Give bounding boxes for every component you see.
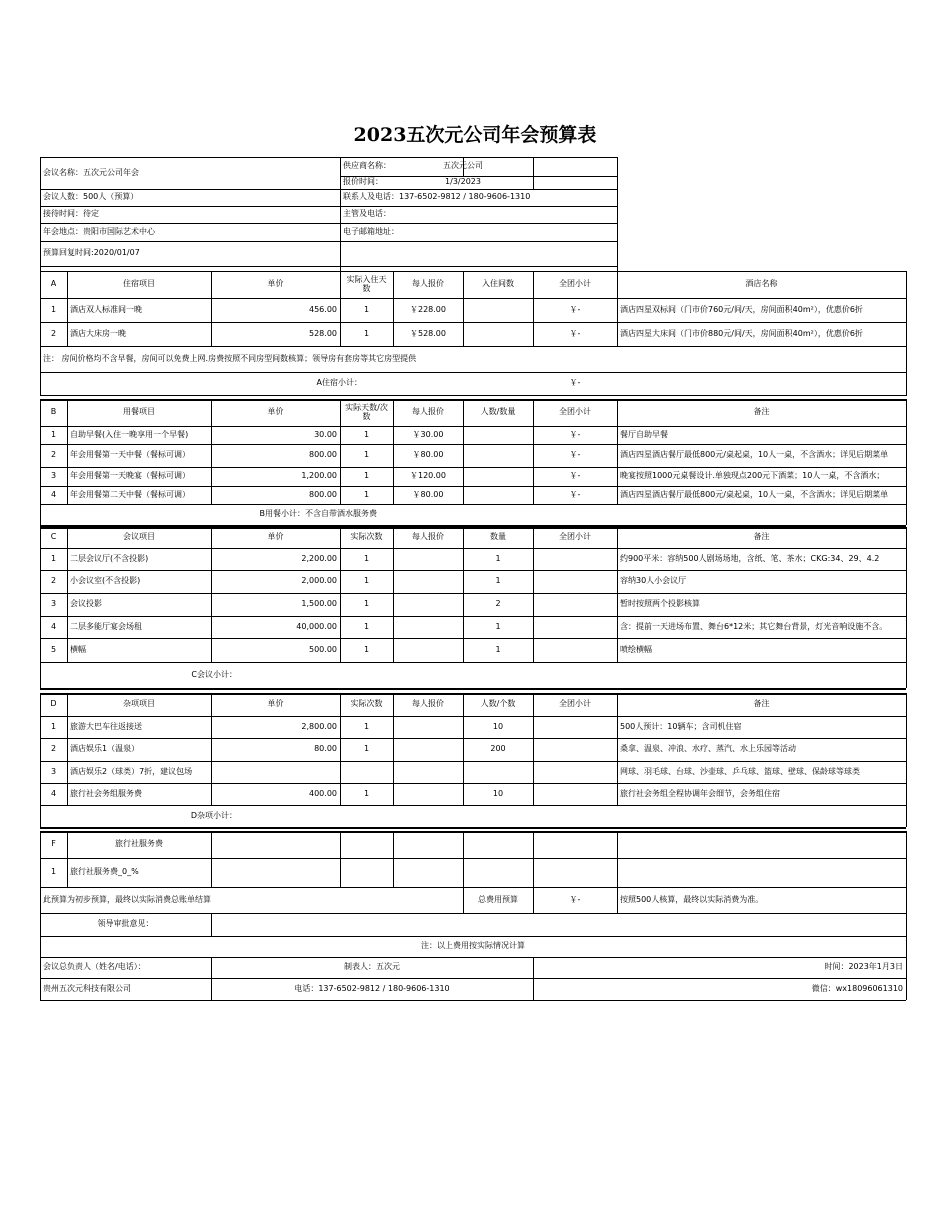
group-subtotal	[533, 616, 617, 638]
lodging-subtotal-label: A住宿小计：	[316, 378, 362, 388]
grid-line	[393, 399, 394, 504]
total-budget-label: 总费用预算	[478, 894, 518, 904]
grid-line	[340, 527, 341, 662]
row-number: 4	[50, 788, 57, 798]
column-header: 单价	[267, 407, 284, 417]
group-subtotal: ￥-	[569, 429, 581, 439]
grid-line	[40, 827, 906, 829]
grid-line	[463, 693, 464, 805]
row-number: 3	[50, 471, 57, 481]
contact-phone: 联系人及电话：137-6502-9812 / 180-9606-1310	[343, 192, 531, 202]
quantity	[463, 426, 533, 444]
item-name: 酒店娱乐2（球类）7折，建议包场	[70, 766, 193, 776]
page-title: 2023五次元公司年会预算表	[353, 124, 597, 146]
group-subtotal: ￥-	[569, 489, 581, 499]
per-person-price	[393, 738, 463, 761]
unit-price: 80.00	[314, 744, 337, 754]
item-name: 会议投影	[70, 599, 102, 609]
quantity	[463, 298, 533, 322]
meeting-name: 会议名称：五次元公司年会	[43, 167, 139, 177]
group-subtotal	[533, 761, 617, 783]
row-note: 喷绘横幅	[620, 644, 652, 654]
person-in-charge: 会议总负责人（姓名/电话）：	[43, 962, 146, 972]
item-name: 自助早餐(入住一晚享用一个早餐)	[70, 429, 189, 439]
grid-line	[40, 527, 41, 662]
unit-price	[211, 761, 340, 783]
quantity: 2	[495, 599, 501, 609]
grid-line	[533, 399, 534, 504]
quantity: 1	[495, 576, 501, 586]
grid-line	[211, 693, 212, 805]
budget-reply-time: 预算回复时间:2020/01/07	[43, 248, 140, 258]
row-note: 餐厅自助早餐	[620, 429, 668, 439]
grid-line	[211, 527, 212, 662]
row-number: 2	[50, 744, 57, 754]
actual-days: 1	[363, 788, 370, 798]
grid-line	[906, 271, 907, 396]
item-name: 二层多能厅宴会场租	[70, 621, 142, 631]
grid-line	[617, 831, 618, 887]
group-subtotal	[533, 783, 617, 805]
unit-price: 800.00	[309, 450, 337, 460]
row-number: 2	[50, 450, 57, 460]
column-header: 备注	[753, 699, 770, 709]
per-person-price	[393, 638, 463, 662]
per-person-price: ￥80.00	[412, 450, 444, 460]
item-name: 酒店娱乐1（温泉）	[70, 744, 140, 754]
grid-line	[40, 395, 906, 396]
row-note: 酒店四星酒店餐厅最低800元/桌起桌，10人一桌，不含酒水；详见后期菜单	[620, 489, 889, 499]
grid-line	[67, 527, 68, 662]
row-number: 1	[50, 553, 57, 563]
quote-time-value: 1/3/2023	[445, 177, 481, 187]
column-header: A	[50, 279, 57, 289]
actual-days: 1	[363, 599, 370, 609]
meeting-subtotal-label: C会议小计：	[191, 669, 237, 679]
total-budget-value: ￥-	[569, 894, 581, 904]
lodging-subtotal-value: ￥-	[569, 378, 581, 388]
grid-line	[463, 831, 464, 887]
per-person-price	[393, 716, 463, 738]
quantity: 1	[495, 553, 501, 563]
unit-price: 2,800.00	[301, 721, 337, 731]
actual-days: 1	[363, 328, 370, 338]
unit-price: 1,200.00	[301, 471, 337, 481]
per-person-price: ￥120.00	[410, 471, 446, 481]
reception-time: 接待时间：待定	[43, 209, 99, 219]
row-note: 晚宴按照1000元桌餐设计.单独现点200元下酒菜；10人一桌，不含酒水；	[620, 471, 885, 481]
column-header: 会议项目	[123, 532, 155, 542]
per-person-price: ￥228.00	[410, 304, 446, 314]
meeting-people: 会议人数：500人（预算）	[43, 192, 139, 202]
grid-line	[617, 527, 618, 662]
meeting-venue: 年会地点：贵阳市国际艺术中心	[43, 226, 155, 236]
grid-line	[617, 271, 618, 346]
group-subtotal	[533, 593, 617, 616]
unit-price: 30.00	[314, 429, 337, 439]
service-fee-header: 旅行社服务费	[115, 839, 163, 849]
per-person-price: ￥80.00	[412, 489, 444, 499]
row-number: 1	[50, 867, 57, 877]
grid-line	[393, 527, 394, 662]
column-header: 备注	[753, 532, 770, 542]
item-name: 二层会议厅(不含投影)	[70, 553, 149, 563]
unit-price: 1,500.00	[301, 599, 337, 609]
per-person-price	[393, 593, 463, 616]
item-name: 酒店双人标准间一晚	[70, 304, 142, 314]
group-subtotal: ￥-	[569, 450, 581, 460]
grid-line	[40, 266, 617, 267]
company-phone: 电话：137-6502-9812 / 180-9606-1310	[294, 983, 450, 993]
actual-days: 1	[363, 644, 370, 654]
grid-line	[67, 399, 68, 504]
lodging-remark: 注： 房间价格均不含早餐，房间可以免费上网.房费按照不同房型间数核算；领导房有套房等其它房型提供	[43, 353, 417, 363]
grid-line	[340, 831, 341, 887]
grid-line	[533, 157, 534, 189]
quantity: 1	[495, 644, 501, 654]
item-name: 小会议室(不含投影)	[70, 576, 141, 586]
column-header: 杂项项目	[123, 699, 155, 709]
row-number: 1	[50, 429, 57, 439]
column-header: 实际次数	[350, 699, 383, 709]
grid-line	[463, 527, 464, 662]
item-name: 旅行社会务组服务费	[70, 788, 142, 798]
row-number: 3	[50, 766, 57, 776]
grid-line	[211, 399, 212, 504]
group-subtotal	[533, 548, 617, 570]
preparer: 制表人：五次元	[344, 962, 400, 972]
grid-line	[906, 831, 907, 887]
column-header: 数量	[490, 532, 506, 542]
section-f-label: F	[51, 839, 56, 849]
group-subtotal	[533, 716, 617, 738]
grid-line	[533, 271, 534, 346]
column-header: 住宿项目	[123, 279, 155, 289]
company-name: 贵州五次元科技有限公司	[43, 983, 131, 993]
cost-note: 注：以上费用按实际情况计算	[421, 941, 525, 951]
grid-line	[67, 693, 68, 805]
row-number: 4	[50, 621, 57, 631]
row-number: 1	[50, 304, 57, 314]
per-person-price	[393, 761, 463, 783]
grid-line	[617, 693, 618, 805]
grid-line	[463, 271, 464, 346]
group-subtotal	[533, 638, 617, 662]
group-subtotal: ￥-	[569, 304, 581, 314]
service-fee-item: 旅行社服务费_0_%	[70, 867, 139, 877]
quantity: 10	[492, 721, 504, 731]
column-header: 每人报价	[412, 532, 444, 542]
unit-price: 528.00	[309, 328, 337, 338]
column-header: 全团小计	[559, 699, 591, 709]
grid-line	[340, 271, 341, 346]
actual-days: 1	[363, 744, 370, 754]
unit-price: 500.00	[309, 644, 337, 654]
grid-line	[617, 399, 618, 504]
grid-line	[533, 527, 534, 662]
column-header: 全团小计	[559, 532, 591, 542]
actual-days: 1	[363, 304, 370, 314]
column-header: 单价	[267, 699, 284, 709]
grid-line	[906, 527, 907, 662]
row-note: 酒店四星双标间（门市价760元/间/天，房间面积40m²），优惠价6折	[620, 304, 863, 314]
unit-price: 456.00	[309, 304, 337, 314]
grid-line	[906, 662, 907, 688]
grid-line	[617, 157, 618, 271]
actual-days: 1	[363, 471, 370, 481]
column-header: 全团小计	[559, 279, 591, 289]
email-address: 电子邮箱地址：	[343, 226, 399, 236]
grid-line	[40, 1000, 906, 1001]
group-subtotal: ￥-	[569, 328, 581, 338]
group-subtotal	[533, 738, 617, 761]
column-header: 实际入住天数	[346, 274, 387, 293]
grid-line	[211, 271, 212, 346]
item-name: 年会用餐第二天中餐（餐标可调）	[70, 489, 190, 499]
quantity	[463, 486, 533, 504]
column-header: 每人报价	[412, 279, 444, 289]
row-number: 3	[50, 599, 57, 609]
row-number: 2	[50, 576, 57, 586]
grid-line	[40, 693, 41, 805]
column-header: 人数/数量	[480, 407, 516, 417]
approval-label: 领导审批意见：	[97, 919, 154, 929]
quantity: 1	[495, 621, 501, 631]
column-header: 每人报价	[412, 699, 444, 709]
quote-time-label: 报价时间：	[343, 177, 383, 187]
grid-line	[67, 271, 68, 346]
column-header: 单价	[267, 279, 284, 289]
grid-line	[211, 913, 212, 936]
grid-line	[211, 831, 212, 887]
column-header: 用餐项目	[123, 407, 155, 417]
actual-days	[340, 761, 393, 783]
item-name: 横幅	[70, 644, 86, 654]
column-header: 全团小计	[559, 407, 591, 417]
grid-line	[533, 693, 534, 805]
unit-price: 400.00	[309, 788, 337, 798]
row-note: 暂时按照两个投影核算	[620, 599, 700, 609]
per-person-price	[393, 548, 463, 570]
column-header: D	[50, 699, 57, 709]
unit-price: 2,200.00	[301, 553, 337, 563]
row-number: 4	[50, 489, 57, 499]
actual-days: 1	[363, 721, 370, 731]
quantity	[463, 467, 533, 486]
row-note: 酒店四星酒店餐厅最低800元/桌起桌，10人一桌，不含酒水；详见后期菜单	[620, 450, 889, 460]
row-number: 2	[50, 328, 57, 338]
unit-price: 2,000.00	[301, 576, 337, 586]
group-subtotal: ￥-	[569, 471, 581, 481]
row-note: 含：提前一天进场布置、舞台6*12米；其它舞台背景，灯光音响设施不含。	[620, 621, 888, 631]
company-wechat: 微信：wx18096061310	[811, 983, 903, 993]
row-note: 容纳30人小会议厅	[620, 576, 687, 586]
unit-price: 40,000.00	[296, 621, 337, 631]
row-note: 酒店四星大床间（门市价880元/间/天，房间面积40m²），优惠价6折	[620, 328, 863, 338]
per-person-price	[393, 570, 463, 593]
item-name: 年会用餐第一天中餐（餐标可调）	[70, 450, 190, 460]
grid-line	[463, 399, 464, 504]
actual-days: 1	[363, 429, 370, 439]
row-note: 约900平米：容纳500人剧场场地，含纸、笔、茶水；CKG:34、29、4.2	[620, 553, 880, 563]
grid-line	[393, 831, 394, 887]
quantity: 200	[490, 744, 506, 754]
grid-line	[40, 688, 906, 690]
per-person-price: ￥30.00	[412, 429, 444, 439]
column-header: 每人报价	[412, 407, 444, 417]
unit-price: 800.00	[309, 489, 337, 499]
per-person-price	[393, 616, 463, 638]
grid-line	[40, 271, 41, 346]
misc-subtotal-label: D杂项小计：	[190, 810, 237, 820]
actual-days: 1	[363, 621, 370, 631]
actual-days: 1	[363, 489, 370, 499]
quantity: 10	[492, 788, 504, 798]
prepared-date: 时间：2023年1月3日	[824, 962, 903, 972]
grid-line	[906, 693, 907, 805]
row-note: 桑拿、温泉、冲浪、水疗、蒸汽、水上乐园等活动	[620, 744, 796, 754]
grid-line	[393, 271, 394, 346]
row-note: 500人预计：10辆车；含司机住宿	[620, 721, 742, 731]
quantity	[463, 444, 533, 467]
grid-line	[906, 399, 907, 504]
column-header: 人数/个数	[480, 699, 516, 709]
actual-days: 1	[363, 576, 370, 586]
grid-line	[533, 831, 534, 887]
actual-days: 1	[363, 553, 370, 563]
row-number: 5	[50, 644, 57, 654]
column-header: 入住间数	[482, 279, 514, 289]
column-header: 酒店名称	[745, 279, 778, 289]
item-name: 旅游大巴车往返接送	[70, 721, 142, 731]
group-subtotal	[533, 570, 617, 593]
per-person-price: ￥528.00	[410, 328, 446, 338]
row-note: 旅行社会务组全程协调年会细节，会务组住宿	[620, 788, 780, 798]
grid-line	[40, 399, 41, 504]
quantity	[463, 761, 533, 783]
quantity	[463, 322, 533, 346]
prelim-budget-note: 此预算为初步预算，最终以实际消费总账单结算	[43, 894, 211, 904]
column-header: 实际天数/次数	[345, 402, 388, 421]
actual-days: 1	[363, 450, 370, 460]
column-header: C	[50, 532, 57, 542]
column-header: 实际次数	[350, 532, 383, 542]
grid-line	[340, 693, 341, 805]
grid-line	[906, 504, 907, 525]
item-name: 酒店大床房一晚	[70, 328, 126, 338]
grid-line	[906, 887, 907, 1000]
supplier-value: 五次元公司	[443, 161, 483, 171]
grid-line	[393, 693, 394, 805]
grid-line	[906, 805, 907, 827]
row-number: 1	[50, 721, 57, 731]
item-name: 年会用餐第一天晚宴（餐标可调）	[70, 471, 190, 481]
column-header: 单价	[267, 532, 284, 542]
column-header: 备注	[753, 407, 770, 417]
row-note: 网球、羽毛球、台球、沙壶球、乒乓球、篮球、壁球、保龄球等球类	[620, 766, 860, 776]
manager-phone: 主管及电话：	[343, 209, 391, 219]
meal-subtotal-label: B用餐小计：不含自带酒水服务费	[259, 509, 377, 519]
total-budget-note: 按照500人核算，最终以实际消费为准。	[620, 894, 764, 904]
column-header: B	[50, 407, 57, 417]
grid-line	[340, 399, 341, 504]
per-person-price	[393, 783, 463, 805]
supplier-label: 供应商名称：	[343, 161, 391, 171]
